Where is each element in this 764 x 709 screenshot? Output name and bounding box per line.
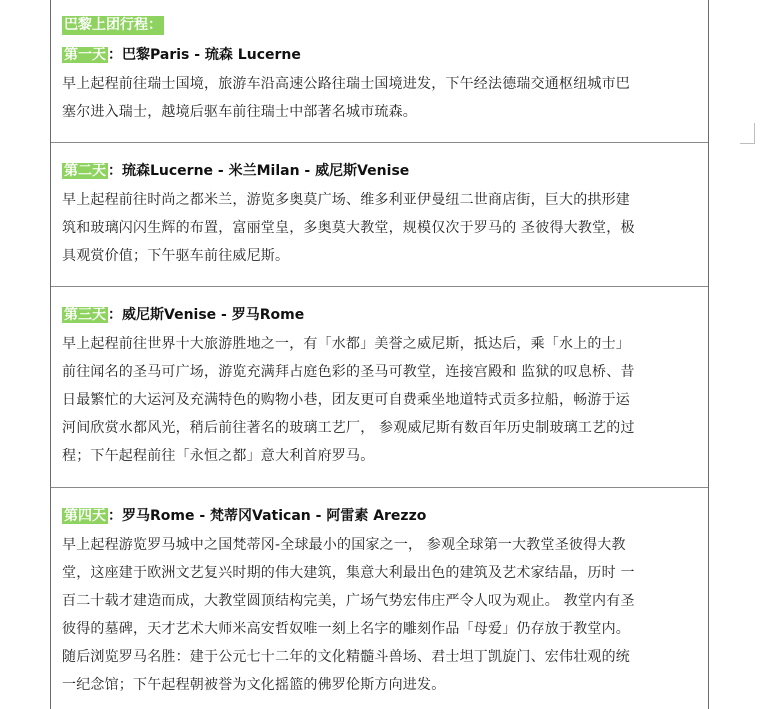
text-line: 前往闻名的圣马可广场，游览充满拜占庭色彩的圣马可教堂，连接宫殿和 监狱的叹息桥、昔 — [62, 364, 635, 380]
text-line: 具观赏价值；下午驱车前往威尼斯。 — [62, 248, 290, 264]
day-3-route: ：威尼斯Venise - 罗马Rome — [108, 307, 305, 323]
day-4-route: ：罗马Rome - 梵蒂冈Vatican - 阿雷素 Arezzo — [108, 508, 427, 524]
text-line: 彼得的墓碑，天才艺术大师米高安哲奴唯一刻上名字的雕刻作品「母爱」仍存放于教堂内。 — [62, 621, 630, 637]
section-divider — [51, 487, 708, 488]
text-line: 河间欣赏水都风光，稍后前往著名的玻璃工艺厂， 参观威尼斯有数百年历史制玻璃工艺的过 — [62, 420, 635, 436]
text-line: 百二十载才建造而成，大教堂圆顶结构完美，广场气势宏伟庄严令人叹为观止。 教堂内有圣 — [62, 593, 635, 609]
day-2-badge: 第二天 — [64, 163, 106, 179]
day-2-route: ：琉森Lucerne - 米兰Milan - 威尼斯Venise — [108, 163, 410, 179]
day-2-description — [62, 186, 702, 270]
text-line: 程；下午起程前往「永恒之都」意大利首府罗马。 — [62, 448, 375, 464]
day-1-route: ：巴黎Paris - 琉森 Lucerne — [108, 47, 301, 63]
day-1-badge: 第一天 — [64, 47, 106, 63]
text-line: 早上起程前往瑞士国境，旅游车沿高速公路往瑞士国境进发，下午经法德瑞交通枢纽城市巴 — [62, 76, 630, 92]
text-line: 筑和玻璃闪闪生辉的布置，富丽堂皇，多奥莫大教堂，规模仅次于罗马的 圣彼得大教堂，极 — [62, 220, 635, 236]
margin-tick — [740, 143, 754, 144]
document-page — [50, 0, 709, 709]
text-line: 一纪念馆；下午起程朝被誉为文化摇篮的佛罗伦斯方向进发。 — [62, 677, 446, 693]
day-3-badge: 第三天 — [64, 307, 106, 323]
day-4-title — [62, 506, 426, 526]
day-4-badge: 第四天 — [64, 508, 106, 524]
margin-tick — [754, 123, 755, 144]
day-3-description — [62, 330, 702, 470]
day-3-title — [62, 305, 304, 325]
section-divider — [51, 142, 708, 143]
text-line: 早上起程游览罗马城中之国梵蒂冈-全球最小的国家之一， 参观全球第一大教堂圣彼得大教 — [62, 537, 626, 553]
page-margin-marks — [740, 0, 764, 709]
day-4-description — [62, 531, 702, 699]
day-1-description — [62, 70, 702, 126]
section-divider — [51, 286, 708, 287]
itinerary-header: 巴黎上团行程： — [64, 17, 162, 33]
day-1-title — [62, 45, 301, 65]
text-line: 塞尔进入瑞士，越境后驱车前往瑞士中部著名城市琉森。 — [62, 104, 417, 120]
text-line: 日最繁忙的大运河及充满特色的购物小巷，团友更可自费乘坐地道特式贡多拉船，畅游于运 — [62, 392, 630, 408]
day-2-title — [62, 161, 409, 181]
text-line: 堂，这座建于欧洲文艺复兴时期的伟大建筑，集意大利最出色的建筑及艺术家结晶，历时 一 — [62, 565, 635, 581]
text-line: 早上起程前往时尚之都米兰，游览多奥莫广场、维多利亚伊曼纽二世商店街，巨大的拱形建 — [62, 192, 630, 208]
text-line: 早上起程前往世界十大旅游胜地之一，有「水都」美誉之威尼斯，抵达后，乘「水上的士」 — [62, 336, 630, 352]
text-line: 随后浏览罗马名胜：建于公元七十二年的文化精髓斗兽场、君士坦丁凯旋门、宏伟壮观的统 — [62, 649, 630, 665]
